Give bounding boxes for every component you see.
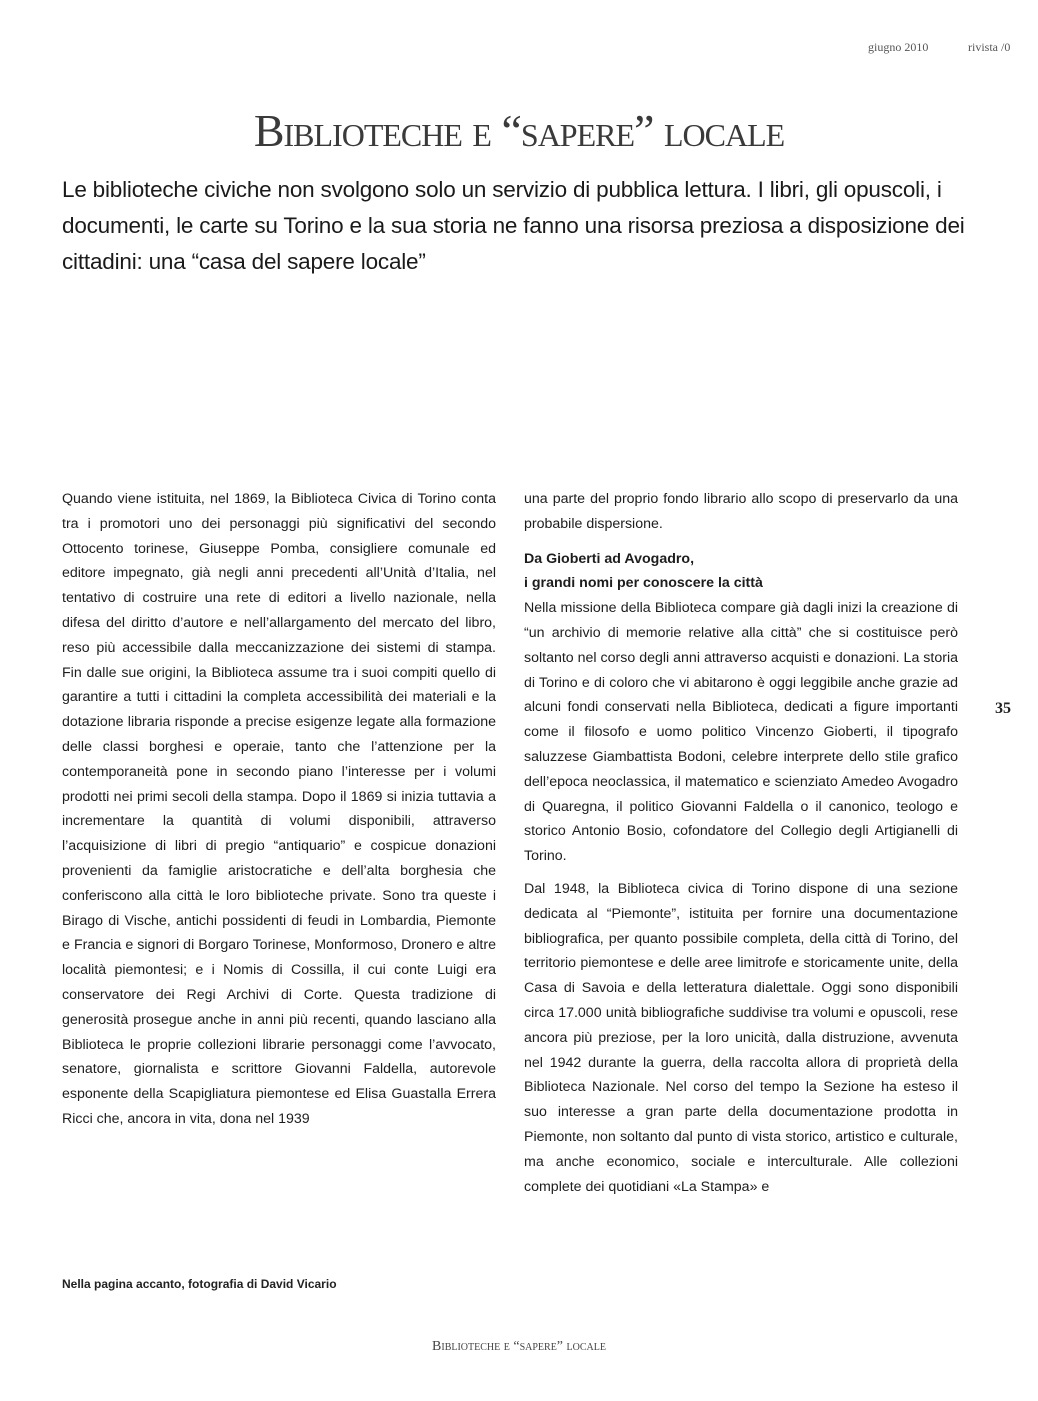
magazine-name: rivista /0: [968, 40, 1011, 54]
article-lede: Le biblioteche civiche non svolgono solo un servizio di pubblica lettura. I libri, gli opuscoli, i documenti, le carte su Torino e la sua storia ne fanno una risorsa preziosa a disposizione dei cittadini: una “casa del sapere locale”: [62, 177, 965, 274]
left-column: [62, 487, 496, 1132]
right-column-paragraph-1: Nella missione della Biblioteca compare già dagli inizi la creazione di “un archivio di memorie relative alla città” che si costituisce però soltanto nel corso degli anni attraverso acquisti e donazioni. La storia di Torino e di coloro che vi abitarono è oggi leggibile anche grazie ad alcuni fondi conservati nella Biblioteca, dedicati a figure importanti come il filosofo e uomo politico Vincenzo Gioberti, il tipografo saluzzese Giambattista Bodoni, celebre interprete dello stile grafico dell’epoca neoclassica, il matematico e scienziato Amedeo Avogadro di Quaregna, il politico Giovanni Faldella o il canonico, teologo e storico Antonio Bosio, cofondatore del Collegio degli Artigianelli di Torino.: [524, 600, 958, 865]
subheading-line-1: Da Gioberti ad Avogadro,: [524, 550, 695, 567]
subheading-line-2: i grandi nomi per conoscere la città: [524, 575, 763, 592]
photo-caption: Nella pagina accanto, fotografia di David Vicario: [62, 1277, 337, 1291]
left-column-text: Quando viene istituita, nel 1869, la Biblioteca Civica di Torino conta tra i promotori uno dei personaggi più significativi del secondo Ottocento torinese, Giuseppe Pomba, consigliere comunale ed editore impegnato, già negli anni precedenti all’Unità d’Italia, nel tentativo di costruire una rete di editori a livello nazionale, nella difesa del diritto d’autore e nell’allargamento del mercato del libro, reso più accessibile dalla meccanizzazione dei sistemi di stampa. Fin dalle sue origini, la Biblioteca assume tra i suoi compiti quello di garantire a tutti i cittadini la completa accessibilità dei materiali e la dotazione libraria risponde a precise esigenze legate alla formazione delle classi borghesi e operaie, tanto che l’attenzione per la contemporaneità pone in secondo piano l’interesse per i volumi prodotti nei primi secoli della stampa. Dopo il 1869 si inizia tuttavia a incrementare la quantità di volumi disponibili, attraverso l’acquisizione di libri di pregio “antiquario” e cospicue donazioni provenienti da famiglie aristocratiche e dell’alta borghesia che conferiscono alla città le loro biblioteche private. Sono tra queste i Birago di Vische, antichi possidenti di feudi in Lombardia, Piemonte e Francia e signori di Borgaro Torinese, Monformoso, Dronero e altre località piemontesi; e i Nomis di Cossilla, il cui conte Luigi era conservatore dei Regi Archivi di Corte. Questa tradizione di generosità prosegue anche in anni più recenti, quando lasciano alla Biblioteca le proprie collezioni librarie personaggi come l’avvocato, senatore, giornalista e scrittore Giovanni Faldella, autorevole esponente della Scapigliatura piemontese ed Elisa Guastalla Errera Ricci che, ancora in vita, dona nel 1939: [62, 491, 496, 1127]
page-number: 35: [995, 700, 1011, 717]
issue-date: giugno 2010: [868, 40, 929, 54]
section-subheading: [524, 547, 958, 597]
article-title: Biblioteche e “sapere” locale: [253, 105, 785, 156]
running-footer: Biblioteche e “sapere” locale: [432, 1339, 606, 1354]
right-column-intro: una parte del proprio fondo librario allo scopo di preservarlo da una probabile dispersione.: [524, 491, 958, 532]
right-column-paragraph-2: Dal 1948, la Biblioteca civica di Torino dispone di una sezione dedicata al “Piemonte”, istituita per fornire una documentazione bibliografica, per quanto possibile completa, della città di Torino, del territorio piemontese e delle aree limitrofe e storicamente unite, della Casa di Savoia e della letteratura dialettale. Oggi sono disponibili circa 17.000 unità bibliografiche suddivise tra volumi e opuscoli, rese ancora più preziose, per la loro unicità, dalla distruzione, avvenuta nel 1942 durante la guerra, della raccolta allora di proprietà della Biblioteca Nazionale. Nel corso del tempo la Sezione ha esteso il suo interesse a gran parte della documentazione prodotta in Piemonte, non soltanto dal punto di vista storico, artistico e culturale, ma anche economico, sociale e interculturale. Alle collezioni complete dei quotidiani «La Stampa» e: [524, 880, 958, 1195]
right-column: [524, 487, 958, 1199]
